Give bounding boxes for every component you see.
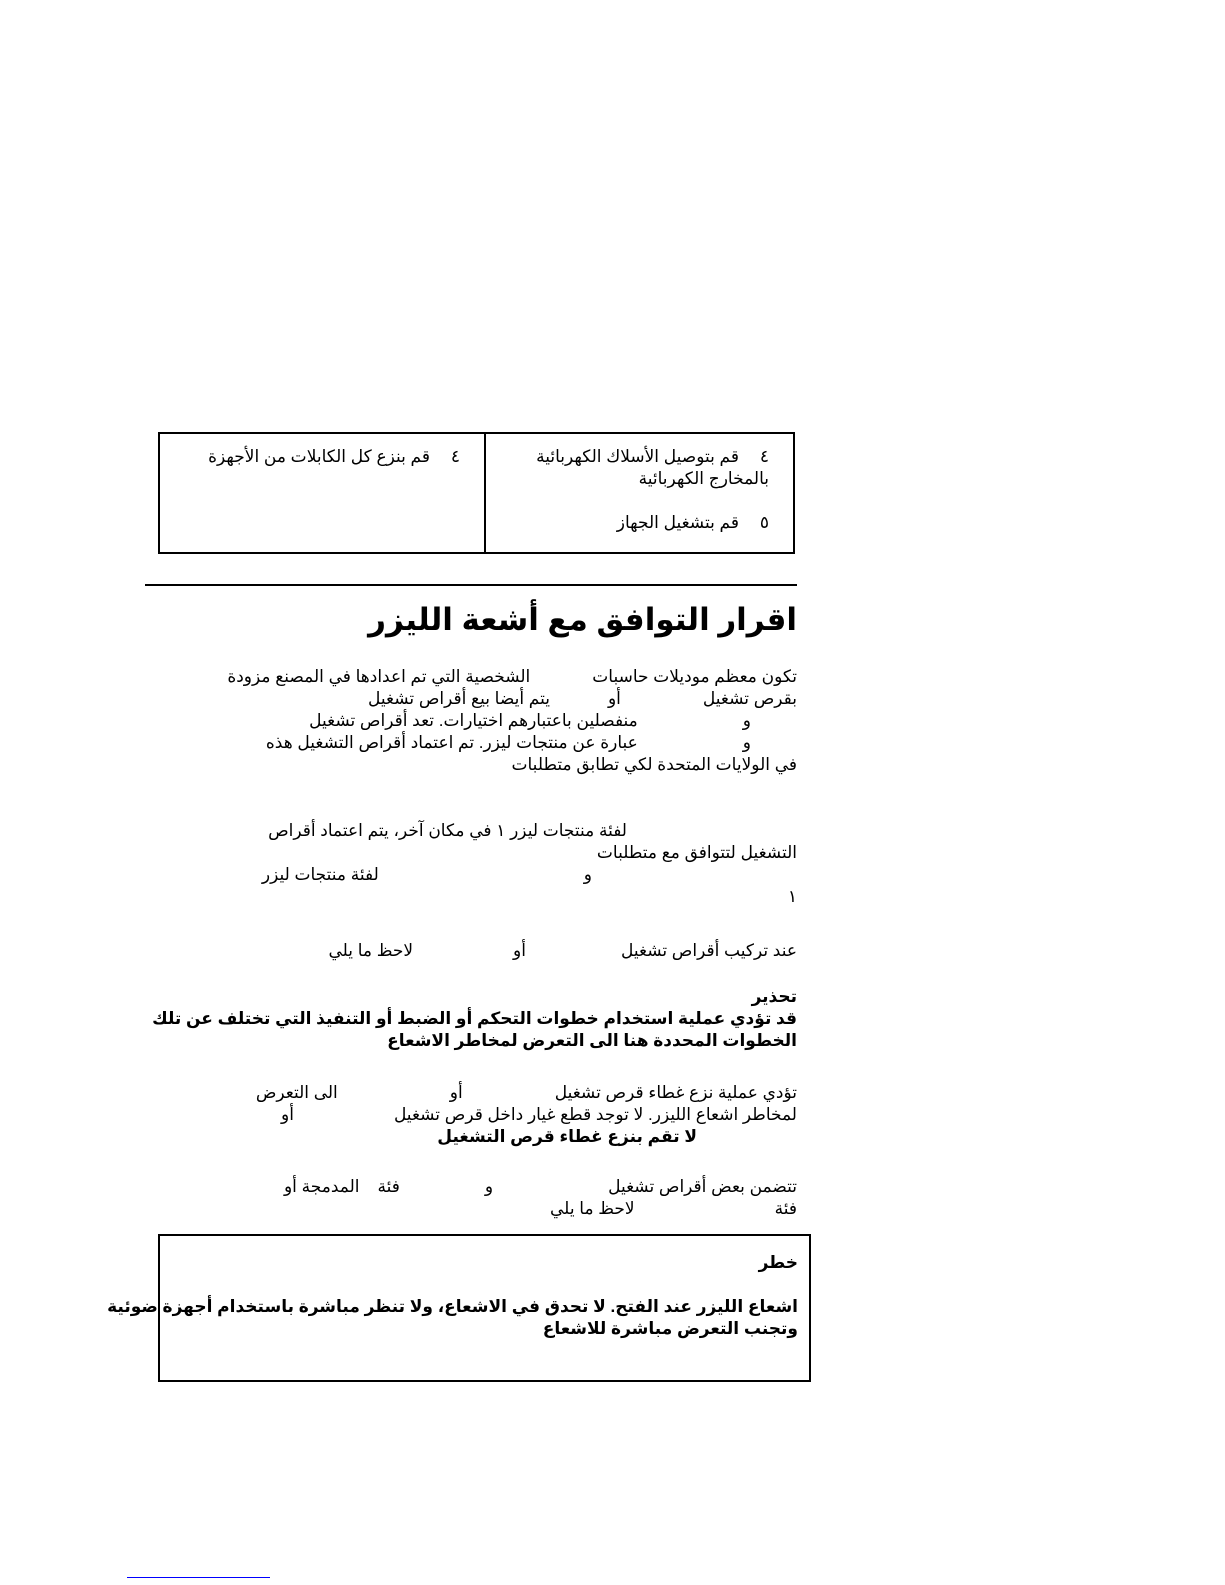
paragraph-install-note	[237, 940, 797, 962]
step-number: ٤	[759, 447, 769, 466]
text: لاحظ ما يلي	[328, 941, 414, 960]
text: لاحظ ما يلي	[550, 1199, 635, 1218]
danger-box	[107, 1234, 811, 1382]
text: و	[742, 711, 751, 730]
text: الخطوات المحددة هنا الى التعرض لمخاطر الاشعاع	[387, 1031, 797, 1050]
table-divider	[484, 434, 486, 552]
step-text: قم بتوصيل الأسلاك الكهربائية	[536, 447, 739, 466]
caution-heading: تحذير	[751, 987, 797, 1006]
paragraph-certification	[237, 820, 797, 908]
text: وتجنب التعرض مباشرة للاشعاع	[542, 1319, 798, 1338]
right-cell-step-5	[617, 512, 769, 534]
text: الشخصية التي تم اعدادها في المصنع مزودة	[227, 667, 531, 686]
text: تكون معظم موديلات حاسبات	[592, 667, 797, 686]
text: التشغيل لتتوافق مع متطلبات	[596, 843, 797, 862]
step-text: قم بنزع كل الكابلات من الأجهزة	[208, 447, 430, 466]
text: و	[484, 1177, 494, 1196]
text: منفصلين باعتبارهم اختيارات. تعد أقراص تشغيل	[309, 711, 638, 730]
text: في الولايات المتحدة لكي تطابق متطلبات	[511, 755, 797, 774]
step-number: ٤	[450, 447, 460, 466]
text: و	[583, 865, 592, 884]
danger-text	[107, 1296, 798, 1340]
text: يتم أيضا بيع أقراص تشغيل	[368, 689, 550, 708]
text: فئة	[774, 1199, 797, 1218]
steps-table	[158, 432, 795, 554]
step-text-cont: بالمخارج الكهربائية	[638, 469, 769, 488]
text: و	[742, 733, 751, 752]
text: فئة	[377, 1177, 400, 1196]
caution-block	[152, 986, 797, 1052]
danger-heading: خطر	[758, 1253, 798, 1272]
left-cell-step	[208, 446, 460, 468]
text: اشعاع الليزر عند الفتح. لا تحدق في الاشعاع، ولا تنظر مباشرة باستخدام أجهزة ضوئية	[107, 1297, 798, 1316]
paragraph-cd-drives	[227, 666, 797, 776]
text: بقرص تشغيل	[702, 689, 797, 708]
step-number: ٥	[759, 513, 769, 532]
text: لمخاطر اشعاع الليزر. لا توجد قطع غيار داخل قرص تشغيل	[393, 1105, 797, 1124]
footnote-rule	[127, 1577, 270, 1578]
text: أو	[607, 689, 621, 708]
text: أو	[513, 941, 526, 960]
text: تؤدي عملية نزع غطاء قرص تشغيل	[554, 1083, 797, 1102]
text: أو	[281, 1105, 294, 1124]
paragraph-embedded-lasers	[237, 1176, 797, 1220]
text: تتضمن بعض أقراص تشغيل	[608, 1177, 797, 1196]
text: ١	[787, 887, 797, 906]
right-cell-step-4	[536, 446, 769, 490]
text: عبارة عن منتجات ليزر. تم اعتماد أقراص التشغيل هذه	[265, 733, 638, 752]
text: لفئة منتجات ليزر	[261, 865, 379, 884]
text: لفئة منتجات ليزر ١ في مكان آخر، يتم اعتماد أقراص	[268, 821, 627, 840]
text: لا تقم بنزع غطاء قرص التشغيل	[437, 1127, 697, 1146]
text: المدمجة أو	[283, 1177, 360, 1196]
step-text: قم بتشغيل الجهاز	[616, 513, 739, 532]
page-title: اقرار التوافق مع أشعة الليزر	[368, 602, 797, 637]
text: الى التعرض	[255, 1083, 338, 1102]
text: عند تركيب أقراص تشغيل	[620, 941, 797, 960]
paragraph-cover-removal	[237, 1082, 797, 1148]
text: أو	[449, 1083, 463, 1102]
section-rule	[145, 584, 797, 586]
text: قد تؤدي عملية استخدام خطوات التحكم أو الضبط أو التنفيذ التي تختلف عن تلك	[152, 1009, 797, 1028]
